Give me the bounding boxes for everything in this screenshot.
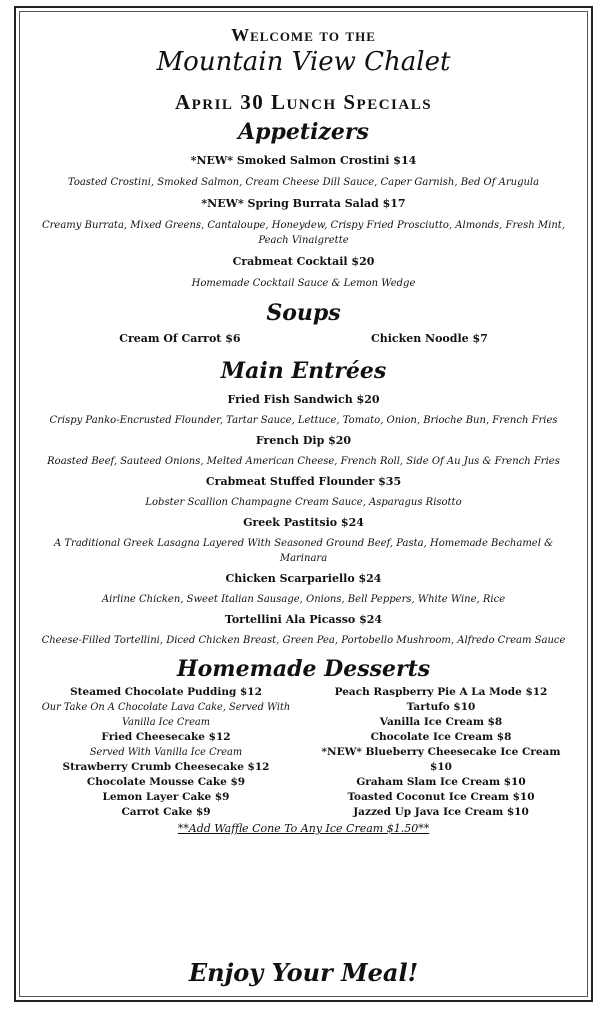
menu-item-name: *NEW* Smoked Salmon Crostini $14: [190, 154, 417, 167]
soups-list: [24, 329, 583, 349]
menu-item-desc: Lobster Scallion Champagne Cream Sauce, Asparagus Risotto: [145, 497, 462, 508]
dessert-item: Tartufo $10: [406, 701, 476, 713]
dessert-desc: Our Take On A Chocolate Lava Cake, Served With Vanilla Ice Cream: [41, 702, 291, 728]
soup-item: Chicken Noodle $7: [370, 332, 488, 345]
desserts-columns: [24, 685, 583, 820]
soups-title: Soups: [266, 300, 341, 326]
dessert-item: Strawberry Crumb Cheesecake $12: [62, 761, 270, 773]
dessert-item: Carrot Cake $9: [121, 806, 211, 818]
closing-message: Enjoy Your Meal!: [188, 958, 419, 987]
menu-item-name: Crabmeat Stuffed Flounder $35: [205, 475, 402, 488]
dessert-item: Toasted Coconut Ice Cream $10: [347, 791, 535, 803]
venue-name: Mountain View Chalet: [156, 47, 451, 77]
menu-item-name: *NEW* Spring Burrata Salad $17: [201, 197, 406, 210]
menu-item-desc: A Traditional Greek Lasagna Layered With Seasoned Ground Beef, Pasta, Homemade Bechamel & Marinara: [53, 538, 554, 564]
desserts-left-column: [36, 685, 296, 820]
waffle-cone-note: **Add Waffle Cone To Any Ice Cream $1.50**: [177, 822, 430, 835]
desserts-right-column: [311, 685, 571, 820]
entrees-list: [24, 387, 583, 648]
menu-item-desc: Airline Chicken, Sweet Italian Sausage, Onions, Bell Peppers, White Wine, Rice: [101, 594, 506, 605]
dessert-item: *NEW* Blueberry Cheesecake Ice Cream $10: [321, 746, 561, 773]
desserts-title: Homemade Desserts: [176, 656, 431, 682]
menu-item-desc: Crispy Panko-Encrusted Flounder, Tartar Sauce, Lettuce, Tomato, Onion, Brioche Bun, French Fries: [49, 415, 558, 426]
dessert-item: Steamed Chocolate Pudding $12: [70, 686, 262, 698]
menu-item-name: Crabmeat Cocktail $20: [232, 255, 375, 268]
dessert-item: Lemon Layer Cake $9: [102, 791, 230, 803]
appetizers-list: [24, 148, 583, 291]
appetizers-title: Appetizers: [238, 119, 369, 145]
dessert-item: Chocolate Ice Cream $8: [370, 731, 512, 743]
menu-item-desc: Homemade Cocktail Sauce & Lemon Wedge: [191, 278, 416, 289]
menu-item-name: Tortellini Ala Picasso $24: [224, 613, 383, 626]
dessert-item: Peach Raspberry Pie A La Mode $12: [334, 686, 548, 698]
dessert-desc: Served With Vanilla Ice Cream: [89, 747, 243, 758]
menu-item-desc: Cheese-Filled Tortellini, Diced Chicken Breast, Green Pea, Portobello Mushroom, Alfredo Cream Sauce: [41, 635, 566, 646]
dessert-item: Vanilla Ice Cream $8: [379, 716, 503, 728]
soup-item: Cream Of Carrot $6: [119, 332, 241, 345]
menu-item-desc: Toasted Crostini, Smoked Salmon, Cream Cheese Dill Sauce, Caper Garnish, Bed Of Arugula: [67, 177, 540, 188]
menu-item-name: Chicken Scarpariello $24: [225, 572, 382, 585]
dessert-item: Fried Cheesecake $12: [101, 731, 231, 743]
welcome-heading: Welcome to the: [231, 25, 376, 45]
dessert-item: Chocolate Mousse Cake $9: [86, 776, 246, 788]
menu-item-name: French Dip $20: [255, 434, 352, 447]
menu-item-desc: Roasted Beef, Sauteed Onions, Melted American Cheese, French Roll, Side Of Au Jus & French Fries: [47, 456, 560, 467]
specials-heading: April 30 Lunch Specials: [174, 90, 433, 114]
menu-item-desc: Creamy Burrata, Mixed Greens, Cantaloupe, Honeydew, Crispy Fried Prosciutto, Almonds, Fresh Mint, Peach Vinaigrette: [42, 220, 565, 246]
dessert-item: Jazzed Up Java Ice Cream $10: [353, 806, 529, 818]
menu-item-name: Fried Fish Sandwich $20: [227, 393, 380, 406]
menu-item-name: Greek Pastitsio $24: [243, 516, 364, 529]
dessert-item: Graham Slam Ice Cream $10: [356, 776, 526, 788]
entrees-title: Main Entrées: [220, 358, 387, 384]
menu-page: [24, 18, 583, 837]
